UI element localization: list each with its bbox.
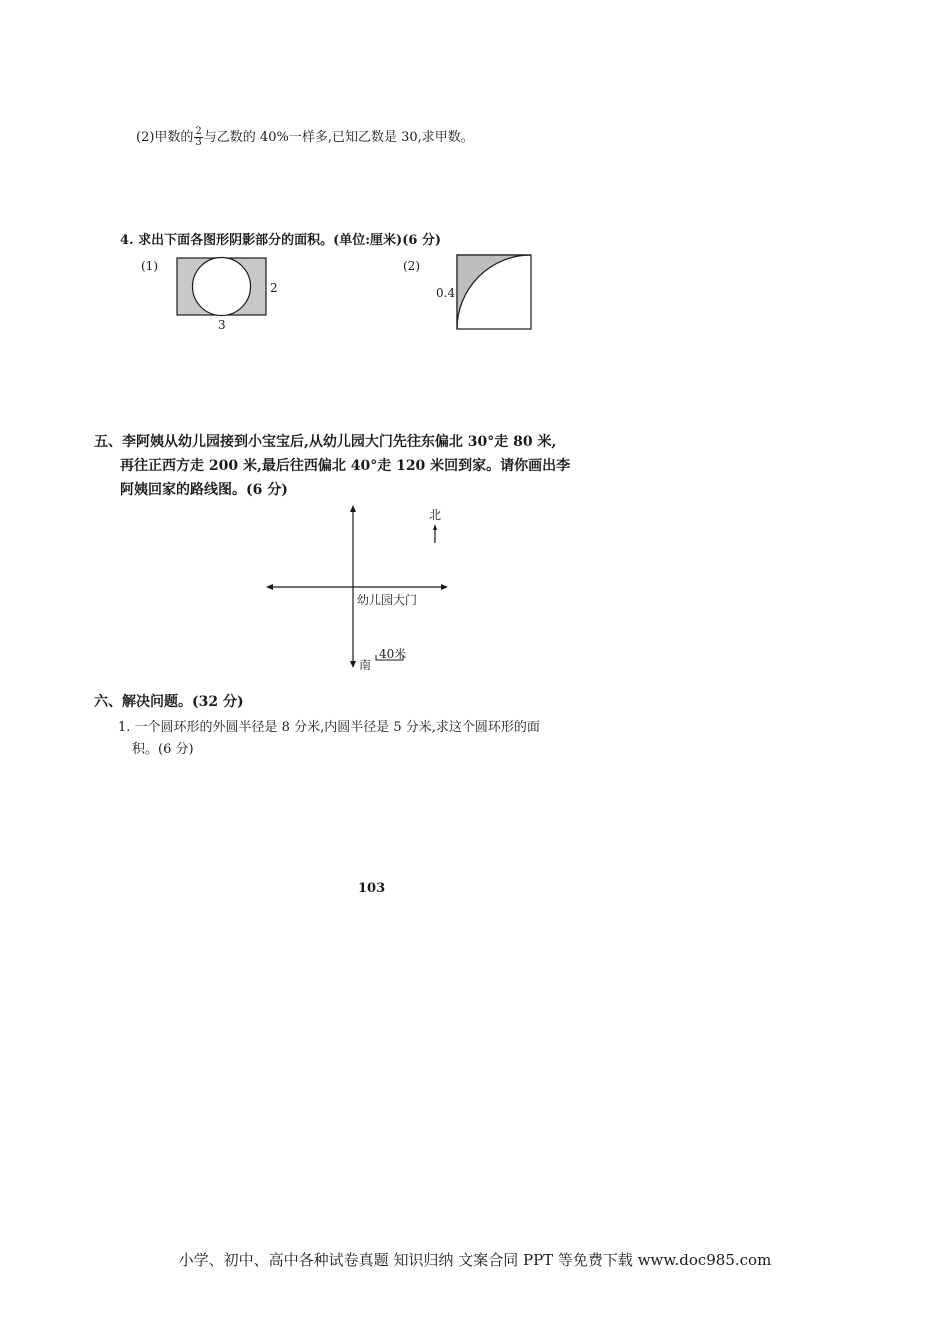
- fraction-numerator: 2: [195, 126, 202, 137]
- figure-1-width-label: 3: [218, 318, 226, 332]
- section-5-line-3: 阿姨回家的路线图。(6 分): [120, 482, 288, 498]
- question-3-2-suffix: 与乙数的 40%一样多,已知乙数是 30,求甲数。: [203, 130, 474, 145]
- page-number: 103: [358, 881, 386, 896]
- section-6-title: 六、解决问题。(32 分): [94, 694, 244, 710]
- route-map-axes: [262, 500, 462, 672]
- figure-2-square-arc: [455, 253, 535, 333]
- figure-1-label: (1): [141, 259, 158, 273]
- scale-label: 40米: [379, 647, 407, 661]
- figure-1-rect-circle: [174, 255, 294, 335]
- figure-1-height-label: 2: [270, 281, 278, 295]
- compass-north-label: 北: [429, 508, 442, 522]
- section-5-line-1: 五、李阿姨从幼儿园接到小宝宝后,从幼儿园大门先往东偏北 30°走 80 米,: [94, 434, 557, 450]
- fraction-two-thirds: [194, 127, 202, 148]
- section-6-question-1-line-2: 积。(6 分): [132, 742, 194, 757]
- fraction-denominator: 3: [195, 137, 202, 148]
- map-north-arrow: [350, 505, 356, 512]
- compass-north-arrowhead: [433, 524, 437, 530]
- figure-2-side-label: 0.4: [436, 286, 456, 300]
- question-3-2: [136, 126, 474, 148]
- figure-2-label: (2): [403, 259, 420, 273]
- footer-text: 小学、初中、高中各种试卷真题 知识归纳 文案合同 PPT 等免费下载 www.doc985.com: [178, 1251, 772, 1269]
- map-south-label: 南: [359, 658, 372, 672]
- section-5-line-2: 再往正西方走 200 米,最后往西偏北 40°走 120 米回到家。请你画出李: [120, 458, 571, 474]
- map-south-arrow: [350, 661, 356, 668]
- section-6-question-1-line-1: 1. 一个圆环形的外圆半径是 8 分米,内圆半径是 5 分米,求这个圆环形的面: [118, 720, 540, 735]
- map-origin-label: 幼儿园大门: [357, 593, 418, 607]
- map-west-arrow: [266, 584, 273, 590]
- question-4-title: 4. 求出下面各图形阴影部分的面积。(单位:厘米)(6 分): [120, 233, 442, 248]
- question-3-2-prefix: (2)甲数的: [136, 130, 194, 145]
- map-east-arrow: [441, 584, 448, 590]
- figure-1-circle: [193, 258, 251, 316]
